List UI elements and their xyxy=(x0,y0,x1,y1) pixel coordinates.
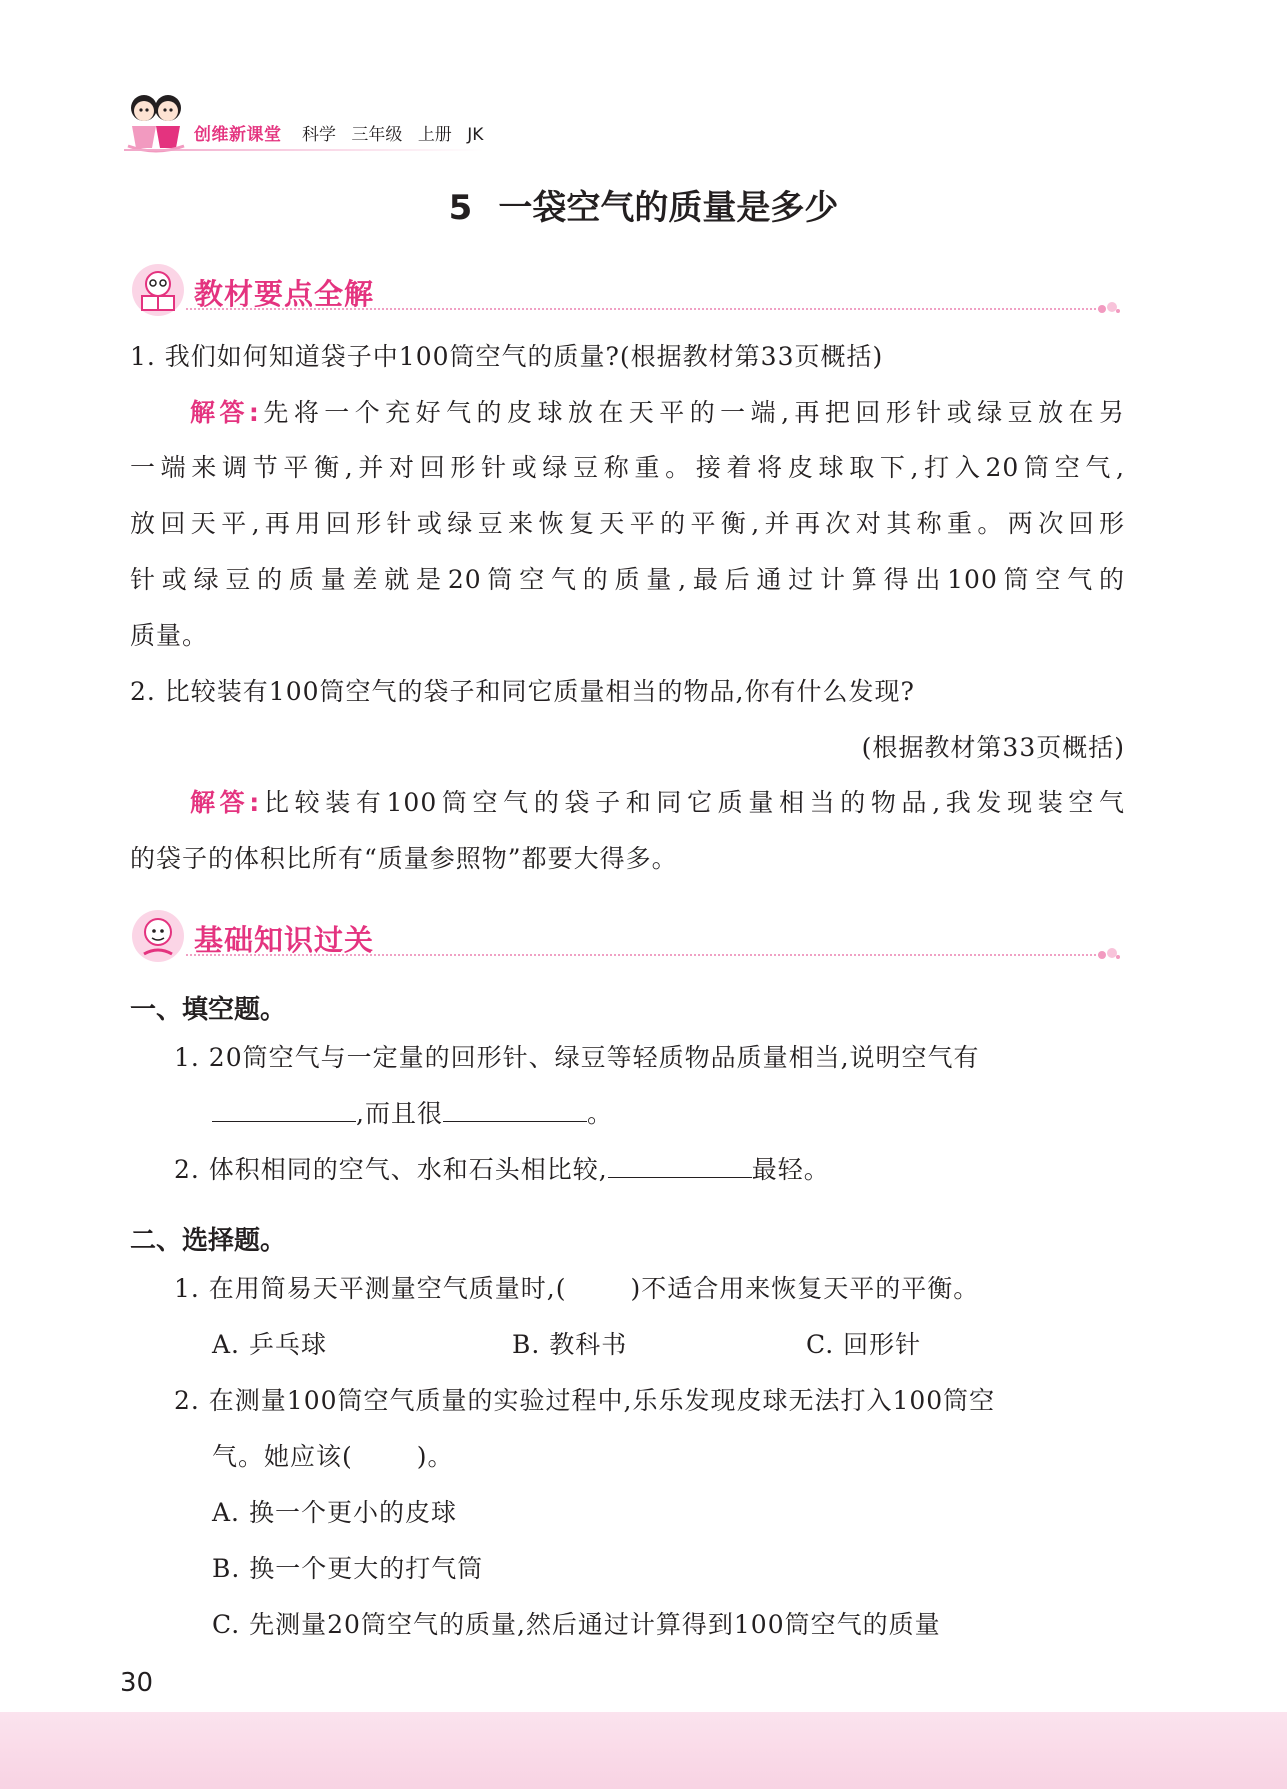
choice-question-2-cont xyxy=(212,1444,454,1469)
answer-line: 质量。 xyxy=(130,621,209,650)
question-source: (根据教材第33页概括) xyxy=(861,733,1125,762)
fill-text: 最轻。 xyxy=(751,1155,830,1184)
answer-text: 先将一个充好气的皮球放在天平的一端,再把回形针或绿豆放在另 xyxy=(258,398,1125,427)
choice-option-c: C. 回形针 xyxy=(806,1330,922,1359)
brand-name: 创维新课堂 xyxy=(194,125,282,145)
answer-text: 比较装有100筒空气的袋子和同它质量相当的物品,我发现装空气 xyxy=(259,788,1126,817)
subject: 科学 xyxy=(302,125,336,145)
section-header-basic-knowledge xyxy=(130,908,1120,964)
choice-text: 1. 在用简易天平测量空气质量时,( xyxy=(174,1274,567,1303)
lesson-title-text: 一袋空气的质量是多少 xyxy=(498,188,839,228)
choice-question-2: 2. 在测量100筒空气质量的实验过程中,乐乐发现皮球无法打入100筒空 xyxy=(174,1386,996,1415)
grade: 三年级 xyxy=(351,125,403,145)
lesson-title xyxy=(0,180,1287,229)
footer-band xyxy=(0,1712,1287,1789)
section-title: 教材要点全解 xyxy=(194,277,375,311)
section-header-key-points xyxy=(130,262,1120,318)
choice-option-c: C. 先测量20筒空气的质量,然后通过计算得到100筒空气的质量 xyxy=(212,1610,941,1639)
fill-question-1-cont xyxy=(212,1101,613,1126)
answer-line: 一端来调节平衡,并对回形针或绿豆称重。接着将皮球取下,打入20筒空气, xyxy=(130,453,1125,482)
children-mascot-icon xyxy=(124,86,188,156)
page-number: 30 xyxy=(120,1668,154,1698)
dots-decoration-icon xyxy=(1096,300,1120,316)
lesson-number: 5 xyxy=(448,188,473,228)
choice-option-a: A. 乒乓球 xyxy=(212,1330,327,1359)
answer-line: 针或绿豆的质量差就是20筒空气的质量,最后通过计算得出100筒空气的 xyxy=(130,565,1125,594)
volume: 上册 xyxy=(417,125,452,145)
part-heading-fill-blank: 一、填空题。 xyxy=(130,995,287,1025)
question-text: 2. 比较装有100筒空气的袋子和同它质量相当的物品,你有什么发现? xyxy=(130,677,915,706)
choice-option-a: A. 换一个更小的皮球 xyxy=(212,1498,457,1527)
question-text: 1. 我们如何知道袋子中100筒空气的质量?(根据教材第33页概括) xyxy=(130,342,884,371)
answer-line xyxy=(190,790,1125,815)
dotted-divider xyxy=(186,954,1100,956)
dots-decoration-icon xyxy=(1096,946,1120,962)
book-info xyxy=(302,120,493,145)
thinking-character-icon xyxy=(130,908,186,964)
section-title: 基础知识过关 xyxy=(194,923,375,957)
dotted-divider xyxy=(186,308,1100,310)
answer-label: 解答: xyxy=(190,398,259,427)
choice-text: )。 xyxy=(416,1442,454,1471)
answer-line: 放回天平,再用回形针或绿豆来恢复天平的平衡,并再次对其称重。两次回形 xyxy=(130,509,1125,538)
answer-label: 解答: xyxy=(190,788,260,817)
page-header xyxy=(124,86,1124,156)
choice-text: )不适合用来恢复天平的平衡。 xyxy=(630,1274,980,1303)
choice-option-b: B. 换一个更大的打气筒 xyxy=(212,1554,484,1583)
choice-text: 气。她应该( xyxy=(212,1442,353,1471)
answer-line xyxy=(190,400,1125,425)
fill-question-2 xyxy=(174,1157,830,1182)
answer-blank[interactable] xyxy=(212,1103,356,1122)
fill-text: 2. 体积相同的空气、水和石头相比较, xyxy=(174,1155,608,1184)
part-heading-choice: 二、选择题。 xyxy=(130,1226,287,1256)
fill-text: 。 xyxy=(586,1099,613,1128)
answer-blank[interactable] xyxy=(443,1103,587,1122)
choice-option-b: B. 教科书 xyxy=(512,1330,628,1359)
reading-character-icon xyxy=(130,262,186,318)
choice-question-1 xyxy=(174,1276,979,1301)
edition: JK xyxy=(467,125,484,145)
answer-blank[interactable] xyxy=(608,1159,752,1178)
answer-line: 的袋子的体积比所有“质量参照物”都要大得多。 xyxy=(130,844,678,873)
fill-question-1: 1. 20筒空气与一定量的回形针、绿豆等轻质物品质量相当,说明空气有 xyxy=(174,1043,980,1072)
header-rule xyxy=(124,149,484,151)
fill-text: ,而且很 xyxy=(356,1099,443,1128)
